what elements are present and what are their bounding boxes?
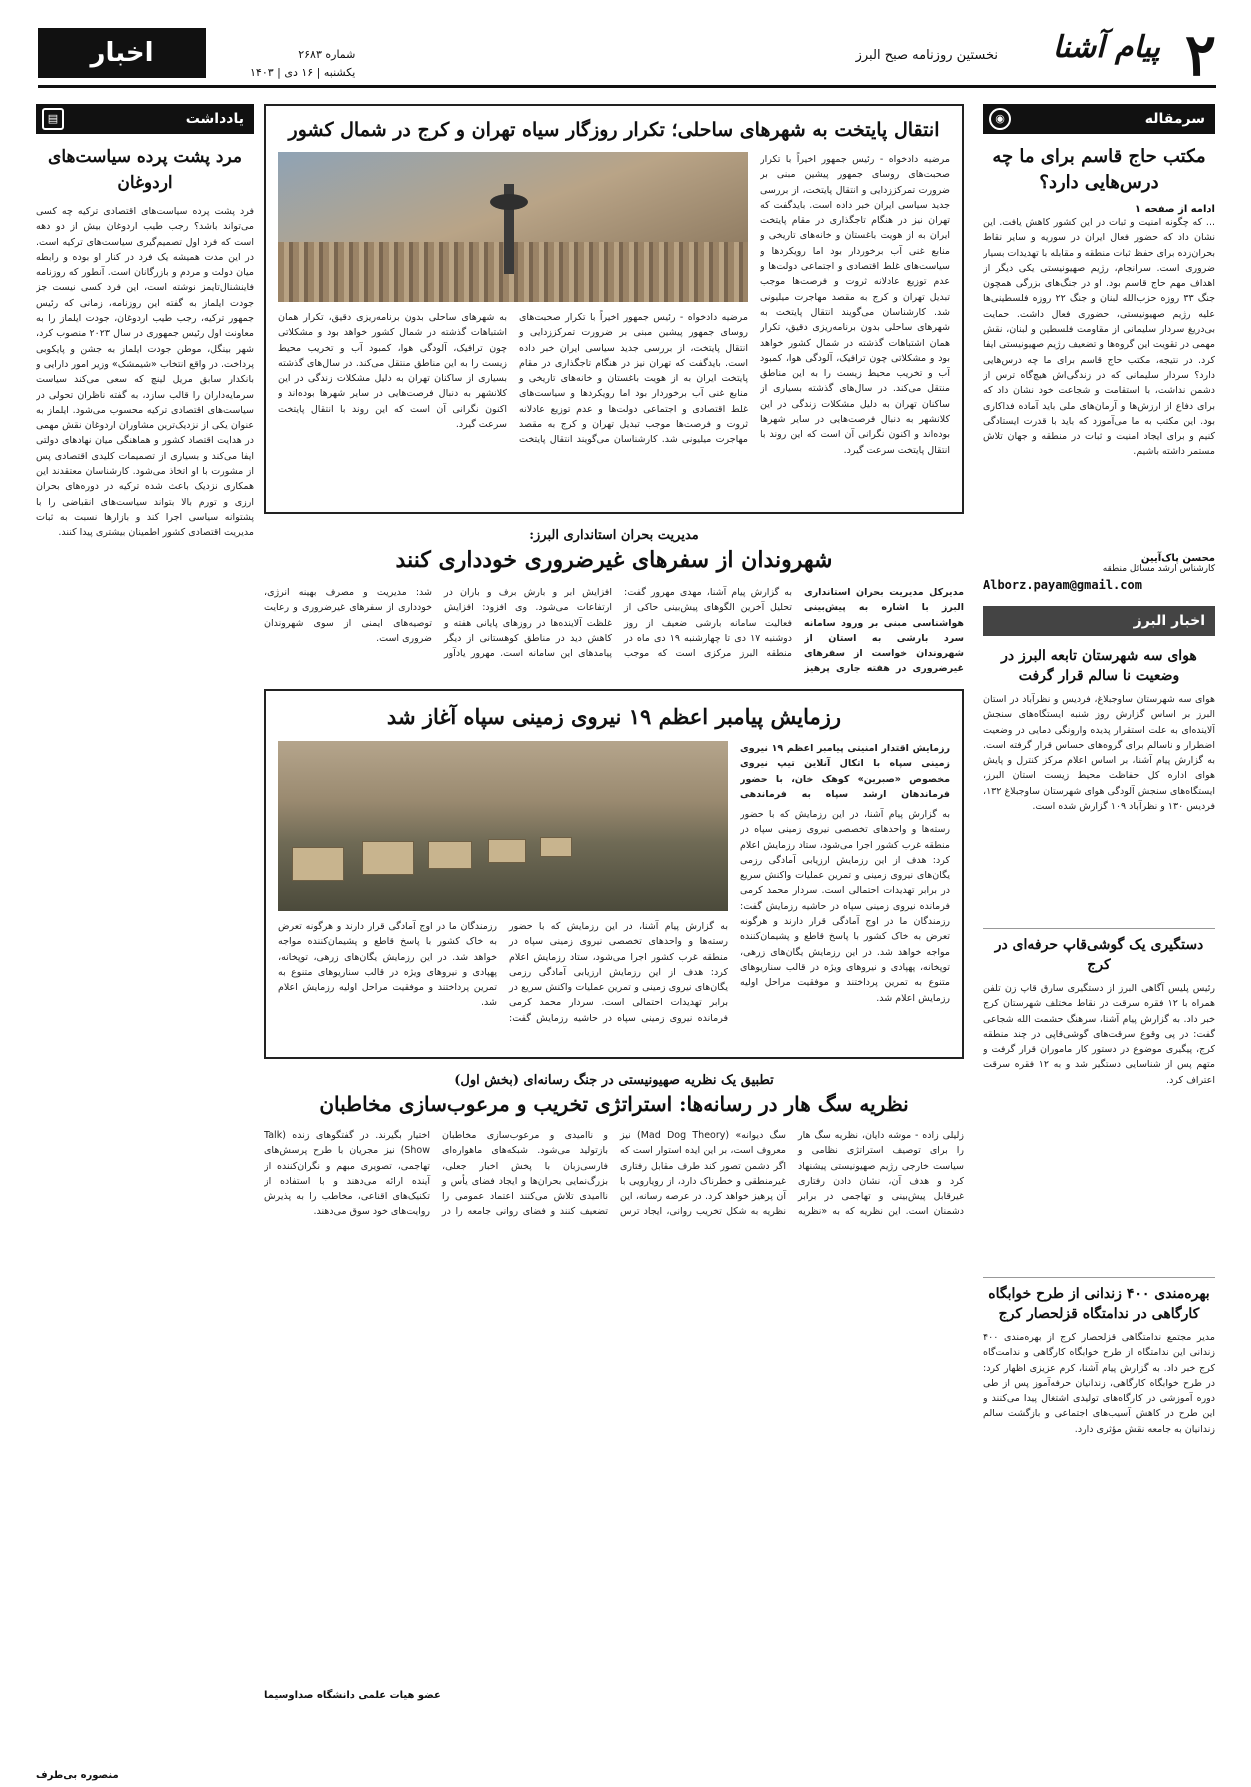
media-title: نظریه سگ هار در رسانه‌ها: استراتژی تخریب و مرعوب‌سازی مخاطبان: [319, 1092, 909, 1116]
right-column: [983, 104, 1215, 1750]
newspaper-logo: پیام آشنا: [1052, 30, 1160, 65]
capital-title: انتقال پایتخت به شهرهای ساحلی؛ تکرار روزگار سیاه تهران و کرج در شمال کشور: [288, 119, 940, 141]
crisis-body: به گزارش پیام آشنا، مهدی مهرور گفت: تحلیل آخرین الگوهای پیش‌بینی حاکی از فعالیت سامانه بارشی ضعیف از روز دوشنبه ۱۷ دی تا چهارشنبه ۱۹ دی ماه در منطقه البرز مرکزی است که موجب افزایش ابر و بارش برف و باران در ارتفاعات می‌شود. وی افزود: افزایش غلظت آلاینده‌ها در روزهای پایانی هفته و کاهش دید در مناطق کوهستانی از دیگر پیامدهای این سامانه است. مهرور یادآور شد: مدیریت و مصرف بهینه انرژی، خودداری از سفرهای غیرضروری و رعایت توصیه‌های ایمنی از سوی شهروندان ضروری است.: [264, 587, 792, 660]
issue-info: [250, 46, 355, 82]
column-label: یادداشت: [185, 111, 244, 127]
page-number: ۲: [1184, 21, 1216, 89]
left-column: [36, 104, 254, 1781]
news-body-air: هوای سه شهرستان ساوجبلاغ، فردیس و نظرآباد در استان البرز بر اساس گزارش روز شنبه ایستگاه‌های سنجش آلاینده‌ای به علت استقرار پدیده وارونگی دمایی در وضعیت اضطرار و ناسالم برای گروه‌های حساس قرار گرفته است. به گزارش پیام آشنا، بر اساس اعلام مرکز کنترل و پایش هوای اداره کل حفاظت محیط زیست استان البرز، ایستگاه‌های سنجش آلودگی هوای شهرستان ساوجبلاغ ۱۳۲، فردیس ۱۳۰ و نظرآباد ۱۰۹ گزارش شده است.: [983, 694, 1215, 813]
vehicle: [540, 837, 572, 857]
masthead: [38, 22, 1216, 88]
editorial-title: مکتب حاج قاسم برای ما چه درس‌هایی دارد؟: [992, 146, 1206, 193]
drill-lead: رزمایش اقتدار امنیتی پیامبر اعظم ۱۹ نیروی زمینی سپاه با اتکال آنلاین تیپ نیروی مخصوص «صبرین» کوهک خان، با حضور فرماندهان ارشد سپاه به فرماندهی: [740, 743, 950, 800]
media-kicker: تطبیق یک نظریه صهیونیستی در جنگ رسانه‌ای (بخش اول): [454, 1073, 774, 1088]
vehicle: [428, 841, 472, 869]
vehicle: [292, 847, 344, 881]
capital-article-box: [264, 104, 964, 514]
crisis-lead: مدیرکل مدیریت بحران استانداری البرز با اشاره به پیش‌بینی هواشناسی مبنی بر ورود سامانه سرد بارشی به استان از شهروندان خواست از سفرهای غیرضروری در هفته جاری پرهیز: [804, 587, 964, 675]
divider: [983, 928, 1215, 929]
editorial-author: محسن پاک‌آیین: [1140, 553, 1215, 564]
media-article: [264, 1073, 964, 1701]
alborz-news-header: [983, 606, 1215, 636]
issue-date: یکشنبه | ۱۶ دی | ۱۴۰۳: [250, 66, 356, 79]
divider: [983, 1277, 1215, 1278]
center-column: [264, 104, 964, 1701]
news-body-prison: مدیر مجتمع ندامتگاهی قزلحصار کرج از بهره‌مندی ۴۰۰ زندانی این ندامتگاه از طرح خوابگاه کارگاهی و ندامت‌گاه کرج خبر داد. به گزارش پیام آشنا، کرم عزیزی اظهار کرد: در طرح خوابگاه کارگاهی، زندانیان حرفه‌آموز پس از طی دوره آموزشی در کارگاه‌های تولیدی اشتغال پیدا می‌کنند و این طرح در کاهش آسیب‌های اجتماعی و بازگشت سالم زندانیان به جامعه نقش مؤثری دارد.: [983, 1332, 1215, 1435]
vehicle: [362, 841, 414, 875]
news-title-air: هوای سه شهرستان تابعه البرز در وضعیت نا سالم قرار گرفت: [1001, 648, 1197, 684]
tehran-skyline-photo: [278, 152, 748, 302]
media-author: عضو هیات علمی دانشگاه صداوسیما: [264, 1690, 441, 1701]
news-body-phone-thief: رئیس پلیس آگاهی البرز از دستگیری سارق قاپ زن تلفن همراه با ۱۲ فقره سرقت در نقاط مختلف شهرستان کرج خبر داد. به گزارش پیام آشنا، سرهنگ حشمت الله شجاعی گفت: در پی وقوع سرقت‌های گوشی‌قاپی در چند منطقه کرج، پیگیری موضوع در دستور کار ماموران قرار گرفت و متهم پس از شناسایی دستگیر شد و به ۱۲ فقره سرقت اعتراف کرد.: [983, 983, 1215, 1086]
eye-icon: ◉: [989, 108, 1011, 130]
column-header: [36, 104, 254, 134]
media-body: زلیلی زاده - موشه دایان، نظریه سگ هار را برای توصیف استراتژی نظامی و سیاست خارجی رژیم صهیونیستی پیشنهاد کرد و هدف آن، نشان دادن رفتاری غیرقابل پیش‌بینی و تهاجمی در برابر دشمنان است. این نظریه که به «نظریه سگ دیوانه» (Mad Dog Theory) نیز معروف است، بر این ایده استوار است که اگر دشمن تصور کند طرف مقابل رفتاری غیرمنطقی و خطرناک دارد، از رویارویی با آن پرهیز خواهد کرد. در عرصه رسانه، این نظریه به شکل تخریب روانی، ایجاد ترس و ناامیدی و مرعوب‌سازی مخاطبان بازتولید می‌شود. شبکه‌های ماهواره‌ای فارسی‌زبان با پخش اخبار جعلی، بزرگ‌نمایی بحران‌ها و ایجاد فضای یأس و ناامیدی تلاش می‌کنند اعتماد عمومی را تضعیف کنند و فضای روانی جامعه را در اختیار بگیرند. در گفتگوهای زنده (Talk Show) نیز مجریان با طرح پرسش‌های تهاجمی، تصویری مبهم و نگران‌کننده از آینده ارائه می‌دهند و با استفاده از تکنیک‌های اقناعی، مخاطب را به پذیرش روایت‌های خود سوق می‌دهند.: [264, 1130, 964, 1218]
drill-title: رزمایش پیامبر اعظم ۱۹ نیروی زمینی سپاه آغاز شد: [386, 704, 842, 729]
notepad-icon: ▤: [42, 108, 64, 130]
editorial-header: [983, 104, 1215, 134]
editorial-body: ... که چگونه امنیت و ثبات در این کشور کاهش یافت. این نشان داد که حضور فعال ایران در سوریه و سایر نقاط بحران‌زده برای حفظ ثبات منطقه و مقابله با تهدیدات بسیار ضروری است. سرانجام، رژیم صهیونیستی یکی دیگر از اهداف مهم حاج قاسم بود. او در جنگ‌های بزرگی همچون جنگ ۳۳ روزه حزب‌الله لبنان و جنگ ۲۲ روزه فلسطینی‌ها علیه رژیم صهیونیستی، حضوری فعال داشت. حمایت بی‌دریغ سردار سلیمانی از مقاومت فلسطین و لبنان، نقش مهمی در تقویت این گروه‌ها و تضعیف رژیم صهیونیستی ایفا کرد. در نتیجه، مکتب حاج قاسم برای ما چه درس‌هایی دارد؟ سردار سلیمانی که در زندگی‌اش هیچ‌گاه ترس از دشمن نداشت، با استقامت و شجاعت خود نشان داد که برای دفاع از ارزش‌ها و آرمان‌های ملی باید آماده فداکاری بود. این مکتب به ما می‌آموزد که باید با قدرت ایستادگی کنیم و برای ایجاد امنیت و ثبات در منطقه و جهان تلاش مستمر داشته باشیم.: [983, 217, 1215, 458]
military-convoy-photo: [278, 741, 728, 911]
crisis-title: شهروندان از سفرهای غیرضروری خودداری کنند: [395, 547, 833, 573]
editorial-label: سرمقاله: [1144, 111, 1205, 127]
news-title-phone-thief: دستگیری یک گوشی‌قاپ حرفه‌ای در کرج: [994, 937, 1204, 973]
drill-body-continued: به گزارش پیام آشنا، در این رزمایش که با حضور رسته‌ها و واحدهای تخصصی نیروی زمینی سپاه در منطقه غرب کشور اجرا می‌شود، ستاد رزمایش اعلام کرد: هدف از این رزمایش ارزیابی آمادگی رزمی یگان‌های نیروی زمینی و تمرین عملیات واکنش سریع در برابر تهدیدات احتمالی است. سردار محمد کرمی فرمانده نیروی زمینی سپاه در حاشیه رزمایش گفت: رزمندگان ما در اوج آمادگی قرار دارند و هرگونه تعرض به خاک کشور با پاسخ قاطع و پشیمان‌کننده مواجه خواهد شد. در این رزمایش یگان‌های زرهی، توپخانه، پهپادی و نیروهای ویژه در قالب سناریوهای متنوع به تمرین پرداختند و موفقیت مراحل اولیه رزمایش اعلام شد.: [278, 921, 728, 1024]
column-body: فرد پشت پرده سیاست‌های اقتصادی ترکیه چه کسی می‌تواند باشد؟ رجب طیب اردوغان بیش از دو دهه است که فرد اول تصمیم‌گیری سیاست‌های ترکیه است. در این مدت همیشه یک فرد در کنار او بوده و رابطه میان دولت و مردم و بازرگانان است. آنطور که روزنامه فاینشنال‌تایمز نوشته است، این فرد کسی نیست جز جودت ایلماز به گفته این روزنامه، زمانی که رئیس جمهور ترکیه، رجب طیب اردوغان، جودت ایلماز را به معاونت اول رئیس جمهوری در سال ۲۰۲۳ منصوب کرد، شهر بینگل، موطن جودت ایلماز به جشن و پایکوبی پرداخت. در واقع انتخاب «شیمشک» وزیر امور دارایی و بانکدار سابق مریل لینچ که سعی می‌کند سیاست سرمایه‌داران را قالب سازد، به گفته ناظران تحولی در سیاست‌های اقتصادی ترکیه محسوب می‌شود. ایلماز به عنوان یکی از نزدیک‌ترین مشاوران اردوغان نقش مهمی در هدایت اقتصاد کشور و هماهنگی میان نهادهای دولتی ایفا می‌کند و بسیاری از تصمیمات کلیدی اقتصادی پس از مشورت با او اتخاذ می‌شود. کارشناسان معتقدند این همکاری نزدیک باعث شده ترکیه در دوره‌های بحران ارزی و تورم بالا بتواند سیاست‌های انقباضی را با پشتوانه سیاسی اجرا کند و بازارها نسبت به ثبات مدیریت اقتصادی کشور اطمینان بیشتری پیدا کنند.: [36, 206, 254, 539]
drill-body: به گزارش پیام آشنا، در این رزمایش که با حضور رسته‌ها و واحدهای تخصصی نیروی زمینی سپاه در منطقه غرب کشور اجرا می‌شود، ستاد رزمایش اعلام کرد: هدف از این رزمایش ارزیابی آمادگی رزمی یگان‌های نیروی زمینی و تمرین عملیات واکنش سریع در برابر تهدیدات احتمالی است. سردار محمد کرمی فرمانده نیروی زمینی سپاه در حاشیه رزمایش گفت: رزمندگان ما در اوج آمادگی قرار دارند و هرگونه تعرض به خاک کشور با پاسخ قاطع و پشیمان‌کننده مواجه خواهد شد. در این رزمایش یگان‌های زرهی، توپخانه، پهپادی و نیروهای ویژه در قالب سناریوهای متنوع به تمرین پرداختند و موفقیت مراحل اولیه رزمایش اعلام شد.: [740, 809, 950, 1004]
section-title: اخبار: [38, 28, 206, 78]
tagline: نخستین روزنامه صبح البرز: [855, 48, 998, 63]
editorial-continued: ادامه از صفحه ۱: [1134, 204, 1215, 215]
column-author: منصوره بی‌طرف: [36, 1770, 119, 1781]
editorial-author-role: کارشناس ارشد مسائل منطقه: [1102, 564, 1215, 574]
capital-body-continued: مرضیه دادخواه - رئیس جمهور اخیراً با تکرار صحبت‌های روسای جمهور پیشین مبنی بر ضرورت تمرکززدایی و انتقال پایتخت، از بررسی جدید سیاسی ایران خبر داده است. بایدگفت که تهران نیز در هنگام تاجگذاری در مقام پایتخت ایران به از هویت باغستان و خانه‌های تاریخی و منابع غنی آب برخوردار بود اما رویکردها و سیاست‌های غلط اقتصادی و اجتماعی دولت‌ها و عدم توزیع عادلانه ثروت و فرصت‌ها موجب تبدیل تهران و کرج به مقصد مهاجرت میلیونی شد. کارشناسان می‌گویند انتقال پایتخت به شهرهای ساحلی بدون برنامه‌ریزی دقیق، تکرار همان اشتباهات گذشته در شمال کشور خواهد بود و مشکلاتی چون ترافیک، آلودگی هوا، کمبود آب و تخریب محیط زیست را به این مناطق منتقل می‌کند. در سال‌های گذشته بسیاری از ساکنان تهران به دلیل مشکلات زندگی در این کلانشهر به دنبال فرصت‌هایی در سایر شهرها بوده‌اند و اکنون نگرانی آن است که این روند با انتقال پایتخت سرعت گیرد.: [278, 312, 748, 446]
column-title: مرد پشت پرده سیاست‌های اردوغان: [48, 147, 242, 193]
vehicle: [488, 839, 526, 863]
capital-body: مرضیه دادخواه - رئیس جمهور اخیراً با تکرار صحبت‌های روسای جمهور پیشین مبنی بر ضرورت تمرکززدایی و انتقال پایتخت، از بررسی جدید سیاسی ایران خبر داده است. بایدگفت که تهران نیز در هنگام تاجگذاری در مقام پایتخت ایران به از هویت باغستان و خانه‌های تاریخی و منابع غنی آب برخوردار بود اما رویکردها و سیاست‌های غلط اقتصادی و اجتماعی دولت‌ها و عدم توزیع عادلانه ثروت و فرصت‌ها موجب تبدیل تهران و کرج به مقصد مهاجرت میلیونی شد. کارشناسان می‌گویند انتقال پایتخت به شهرهای ساحلی بدون برنامه‌ریزی دقیق، تکرار همان اشتباهات گذشته در شمال کشور خواهد بود و مشکلاتی چون ترافیک، آلودگی هوا، کمبود آب و تخریب محیط زیست را به این مناطق منتقل می‌کند. در سال‌های گذشته بسیاری از ساکنان تهران به دلیل مشکلات زندگی در این کلانشهر به دنبال فرصت‌هایی در سایر شهرها بوده‌اند و اکنون نگرانی آن است که این روند با انتقال پایتخت سرعت گیرد.: [760, 154, 950, 456]
milad-tower: [504, 184, 514, 274]
drill-article-box: [264, 689, 964, 1059]
alborz-news-label: اخبار البرز: [1133, 613, 1205, 629]
news-title-prison: بهره‌مندی ۴۰۰ زندانی از طرح خوابگاه کارگاهی در ندامتگاه قزلحصار کرج: [988, 1286, 1210, 1322]
contact-email[interactable]: Alborz.payam@gmail.com: [983, 578, 1142, 592]
crisis-kicker: مدیریت بحران استانداری البرز:: [529, 528, 699, 543]
issue-number: شماره ۲۶۸۳: [298, 48, 356, 61]
crisis-article: [264, 528, 964, 677]
